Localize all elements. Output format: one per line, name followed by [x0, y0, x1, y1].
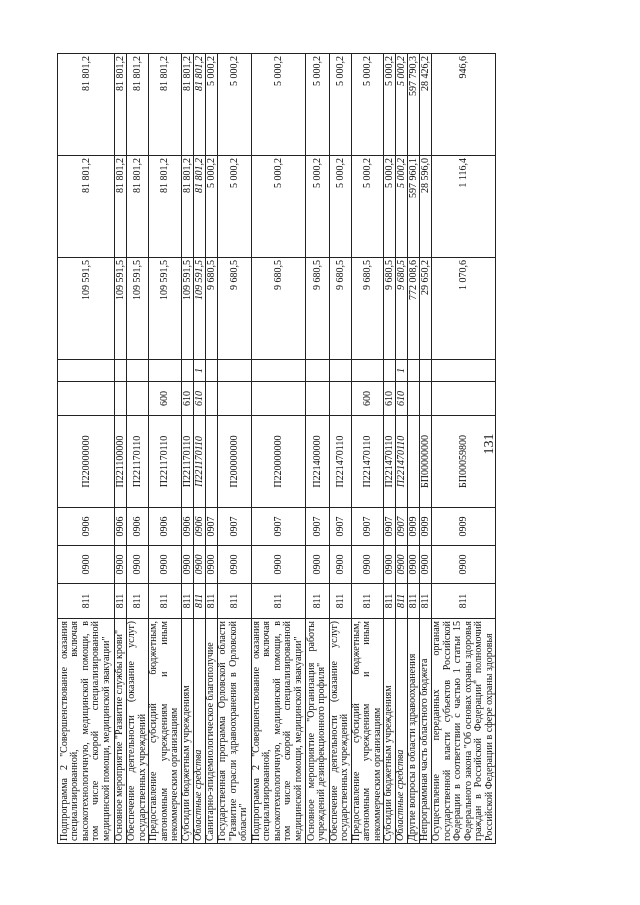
cell-v2: 5 000,2: [329, 156, 351, 258]
cell-rz: 0900: [58, 546, 115, 584]
cell-name: Непрограммная часть областного бюджета: [420, 619, 432, 844]
cell-v2: 5 000,2: [396, 156, 408, 258]
cell-name: Санитарно-эпидемиологическое благополучие: [205, 619, 217, 844]
cell-vr: [329, 382, 351, 416]
cell-name: Основное мероприятие "Развитие службы крови": [115, 619, 127, 844]
cell-gr: 811: [217, 584, 251, 619]
cell-pr: 0907: [217, 508, 251, 546]
cell-name: Обеспечение деятельности (оказание услуг) государственных учреждений: [329, 619, 351, 844]
table-row: [149, 54, 182, 844]
cell-vr: 600: [351, 382, 384, 416]
cell-v1: 109 591,5: [149, 258, 182, 360]
cell-gr: 811: [115, 584, 127, 619]
cell-v3: 28 426,2: [420, 54, 432, 156]
cell-v2: 5 000,2: [217, 156, 251, 258]
cell-pr: 0909: [408, 508, 420, 546]
table-row: [351, 54, 384, 844]
cell-v2: 5 000,2: [351, 156, 384, 258]
cell-gr: 811: [351, 584, 384, 619]
cell-rz: 0900: [127, 546, 149, 584]
cell-gr: 811: [149, 584, 182, 619]
cell-v2: 81 801,2: [58, 156, 115, 258]
cell-pr: 0906: [127, 508, 149, 546]
table-row: [384, 54, 396, 844]
cell-gr: 811: [305, 584, 329, 619]
cell-pr: 0907: [384, 508, 396, 546]
cell-vr: [432, 382, 496, 416]
cell-rz: 0900: [217, 546, 251, 584]
cell-v2: 81 801,2: [193, 156, 205, 258]
cell-pr: 0907: [251, 508, 305, 546]
cell-gr: 811: [432, 584, 496, 619]
cell-v3: 5 000,2: [351, 54, 384, 156]
cell-v2: 81 801,2: [181, 156, 193, 258]
cell-rz: 0900: [193, 546, 205, 584]
cell-cs: П221400000: [305, 416, 329, 508]
cell-vr: 610: [384, 382, 396, 416]
cell-name: Предоставление субсидий бюджетным, автономным учреждениям и иным некоммерческим организациям: [351, 619, 384, 844]
cell-gr: 811: [205, 584, 217, 619]
cell-gr: 811: [408, 584, 420, 619]
cell-gr: 811: [420, 584, 432, 619]
cell-vr: [58, 382, 115, 416]
cell-v1: 29 650,2: [420, 258, 432, 360]
cell-rz: 0900: [408, 546, 420, 584]
cell-vr: [420, 382, 432, 416]
cell-v3: 5 000,2: [251, 54, 305, 156]
cell-rz: 0900: [115, 546, 127, 584]
cell-v1: 772 008,6: [408, 258, 420, 360]
cell-v2: 5 000,2: [305, 156, 329, 258]
cell-v2: 597 960,1: [408, 156, 420, 258]
cell-name: Основное мероприятие "Организация работы учреждений дезинфекционного профиля": [305, 619, 329, 844]
cell-v1: 9 680,5: [305, 258, 329, 360]
cell-k: [149, 360, 182, 382]
cell-v2: 5 000,2: [251, 156, 305, 258]
cell-rz: 0900: [205, 546, 217, 584]
cell-gr: 811: [384, 584, 396, 619]
cell-v3: 81 801,2: [127, 54, 149, 156]
cell-k: [127, 360, 149, 382]
cell-v3: 946,6: [432, 54, 496, 156]
table-row: [205, 54, 217, 844]
cell-vr: [217, 382, 251, 416]
cell-cs: П220000000: [251, 416, 305, 508]
cell-k: [181, 360, 193, 382]
table-row: [432, 54, 496, 844]
table-row: [420, 54, 432, 844]
table-row: [251, 54, 305, 844]
cell-k: 1: [193, 360, 205, 382]
cell-name: Подпрограмма 2 "Совершенствование оказания специализированной, включая высокотехнологичную, медицинской помощи, в том числе скорой специализированной медицинской помощи, медицинской эвакуации": [58, 619, 115, 844]
cell-v3: 5 000,2: [205, 54, 217, 156]
cell-rz: 0900: [396, 546, 408, 584]
cell-v1: 109 591,5: [58, 258, 115, 360]
cell-cs: П221470110: [329, 416, 351, 508]
cell-v3: 81 801,2: [115, 54, 127, 156]
cell-v3: 5 000,2: [329, 54, 351, 156]
cell-gr: 811: [127, 584, 149, 619]
cell-v1: 109 591,5: [127, 258, 149, 360]
cell-v3: 5 000,2: [305, 54, 329, 156]
cell-v1: 9 680,5: [384, 258, 396, 360]
cell-vr: [127, 382, 149, 416]
cell-pr: 0907: [329, 508, 351, 546]
cell-v2: 1 116,4: [432, 156, 496, 258]
table-row: [396, 54, 408, 844]
cell-v2: 81 801,2: [127, 156, 149, 258]
cell-k: [115, 360, 127, 382]
cell-cs: П221100000: [115, 416, 127, 508]
cell-vr: [205, 382, 217, 416]
cell-gr: 811: [396, 584, 408, 619]
cell-name: Предоставление субсидий бюджетным, автономным учреждениям и иным некоммерческим организациям: [149, 619, 182, 844]
cell-cs: П221170110: [127, 416, 149, 508]
cell-k: [251, 360, 305, 382]
cell-v1: 109 591,5: [181, 258, 193, 360]
cell-vr: 610: [396, 382, 408, 416]
cell-pr: 0907: [351, 508, 384, 546]
cell-cs: П221470110: [351, 416, 384, 508]
cell-rz: 0900: [420, 546, 432, 584]
cell-k: [384, 360, 396, 382]
cell-k: [329, 360, 351, 382]
cell-k: [205, 360, 217, 382]
cell-pr: 0907: [205, 508, 217, 546]
cell-vr: [115, 382, 127, 416]
cell-v3: 81 801,2: [149, 54, 182, 156]
cell-cs: П221470110: [384, 416, 396, 508]
cell-v3: 81 801,2: [193, 54, 205, 156]
cell-name: Областные средства: [193, 619, 205, 844]
cell-gr: 811: [329, 584, 351, 619]
cell-k: 1: [396, 360, 408, 382]
table-row: [305, 54, 329, 844]
cell-v1: 9 680,5: [329, 258, 351, 360]
cell-pr: 0907: [305, 508, 329, 546]
cell-cs: [205, 416, 217, 508]
cell-v3: 81 801,2: [181, 54, 193, 156]
cell-rz: 0900: [251, 546, 305, 584]
cell-cs: БП00000000: [420, 416, 432, 508]
cell-rz: 0900: [351, 546, 384, 584]
cell-name: Обеспечение деятельности (оказание услуг) государственных учреждений: [127, 619, 149, 844]
table-row: [408, 54, 420, 844]
cell-v3: 5 000,2: [217, 54, 251, 156]
table-row: [193, 54, 205, 844]
cell-rz: 0900: [384, 546, 396, 584]
cell-cs: П221470110: [396, 416, 408, 508]
cell-vr: [305, 382, 329, 416]
cell-pr: 0906: [58, 508, 115, 546]
cell-vr: [408, 382, 420, 416]
table-row: [115, 54, 127, 844]
cell-gr: 811: [181, 584, 193, 619]
cell-pr: 0907: [396, 508, 408, 546]
cell-v1: 9 680,5: [205, 258, 217, 360]
page-number: 131: [482, 433, 497, 455]
cell-gr: 811: [251, 584, 305, 619]
cell-rz: 0900: [181, 546, 193, 584]
table-row: [127, 54, 149, 844]
budget-table: [57, 53, 496, 844]
cell-pr: 0909: [420, 508, 432, 546]
cell-v2: 81 801,2: [149, 156, 182, 258]
cell-k: [305, 360, 329, 382]
cell-vr: 610: [181, 382, 193, 416]
cell-rz: 0900: [149, 546, 182, 584]
cell-v3: 597 790,3: [408, 54, 420, 156]
table-row: [181, 54, 193, 844]
cell-v3: 5 000,2: [396, 54, 408, 156]
cell-gr: 811: [58, 584, 115, 619]
cell-v1: 1 070,6: [432, 258, 496, 360]
cell-k: [217, 360, 251, 382]
cell-name: Субсидии бюджетным учреждениям: [181, 619, 193, 844]
cell-v1: 109 591,5: [193, 258, 205, 360]
cell-pr: 0909: [432, 508, 496, 546]
cell-k: [408, 360, 420, 382]
budget-table-body: [58, 54, 496, 844]
cell-gr: 811: [193, 584, 205, 619]
cell-pr: 0906: [115, 508, 127, 546]
cell-v1: 109 591,5: [115, 258, 127, 360]
cell-k: [420, 360, 432, 382]
cell-vr: 610: [193, 382, 205, 416]
cell-v1: 9 680,5: [396, 258, 408, 360]
cell-vr: 600: [149, 382, 182, 416]
table-row: [58, 54, 115, 844]
cell-cs: П221170110: [193, 416, 205, 508]
cell-k: [58, 360, 115, 382]
cell-name: Подпрограмма 2 "Совершенствование оказания специализированной, включая высокотехнологичную, медицинской помощи, в том числе скорой специализированной медицинской помощи, медицинской эвакуации": [251, 619, 305, 844]
cell-cs: [408, 416, 420, 508]
cell-v1: 9 680,5: [251, 258, 305, 360]
cell-rz: 0900: [305, 546, 329, 584]
cell-cs: П200000000: [217, 416, 251, 508]
cell-vr: [251, 382, 305, 416]
cell-v2: 5 000,2: [384, 156, 396, 258]
cell-v3: 5 000,2: [384, 54, 396, 156]
cell-pr: 0906: [181, 508, 193, 546]
cell-cs: П221170110: [181, 416, 193, 508]
cell-k: [351, 360, 384, 382]
cell-rz: 0900: [432, 546, 496, 584]
cell-cs: П220000000: [58, 416, 115, 508]
cell-name: Областные средства: [396, 619, 408, 844]
cell-name: Осуществление переданных органам государственной власти субъектов Российской Федерации в соответствии с частью 1 статьи 15 Федерального закона "Об основах охраны здоровья граждан в Российской Федерации" полномочий Российской Федерации в сфере охраны здоровья: [432, 619, 496, 844]
table-row: [217, 54, 251, 844]
cell-v2: 5 000,2: [205, 156, 217, 258]
cell-name: Субсидии бюджетным учреждениям: [384, 619, 396, 844]
cell-pr: 0906: [149, 508, 182, 546]
cell-k: [432, 360, 496, 382]
cell-pr: 0906: [193, 508, 205, 546]
cell-v1: 9 680,5: [217, 258, 251, 360]
cell-cs: БП00059800: [432, 416, 496, 508]
cell-name: Другие вопросы в области здравоохранения: [408, 619, 420, 844]
cell-v1: 9 680,5: [351, 258, 384, 360]
cell-v3: 81 801,2: [58, 54, 115, 156]
cell-v2: 81 801,2: [115, 156, 127, 258]
cell-rz: 0900: [329, 546, 351, 584]
cell-cs: П221170110: [149, 416, 182, 508]
table-row: [329, 54, 351, 844]
cell-name: Государственная программа Орловской области "Развитие отрасли здравоохранения в Орловской области": [217, 619, 251, 844]
cell-v2: 28 596,0: [420, 156, 432, 258]
